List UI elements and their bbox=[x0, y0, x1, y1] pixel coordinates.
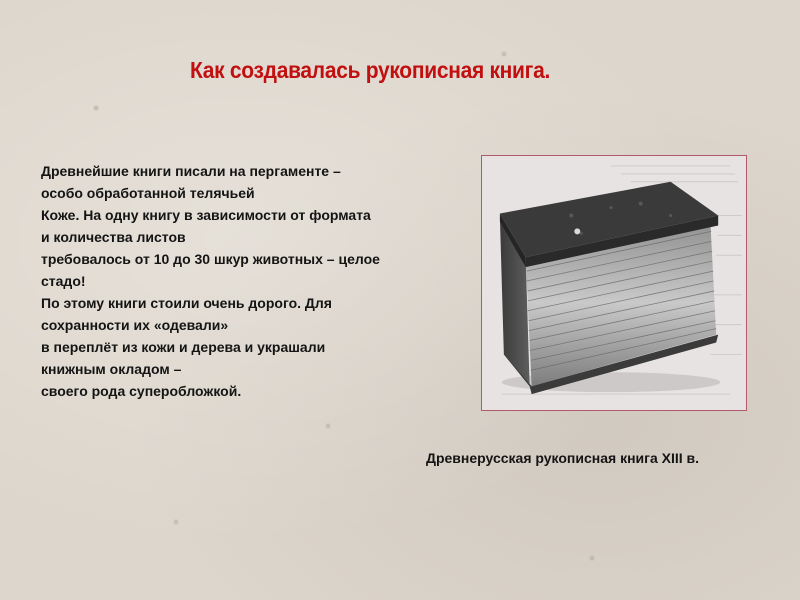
body-line: особо обработанной телячьей bbox=[41, 185, 255, 201]
body-line: стадо! bbox=[41, 273, 86, 289]
body-line: Древнейшие книги писали на пергаменте – bbox=[41, 163, 341, 179]
body-line: По этому книги стоили очень дорого. Для bbox=[41, 295, 332, 311]
body-line: Коже. На одну книгу в зависимости от формата bbox=[41, 207, 371, 223]
body-line: книжным окладом – bbox=[41, 361, 182, 377]
body-line: сохранности их «одевали» bbox=[41, 317, 229, 333]
slide-title: Как создавалась рукописная книга. bbox=[190, 58, 551, 84]
body-line: в переплёт из кожи и дерева и украшали bbox=[41, 339, 326, 355]
body-text bbox=[41, 160, 481, 402]
manuscript-book-photo bbox=[481, 155, 747, 411]
image-caption: Древнерусская рукописная книга XIII в. bbox=[426, 450, 700, 466]
old-book-illustration bbox=[482, 156, 746, 410]
body-line: требовалось от 10 до 30 шкур животных – целое bbox=[41, 251, 380, 267]
body-line: своего рода суперобложкой. bbox=[41, 383, 242, 399]
body-line: и количества листов bbox=[41, 229, 186, 245]
